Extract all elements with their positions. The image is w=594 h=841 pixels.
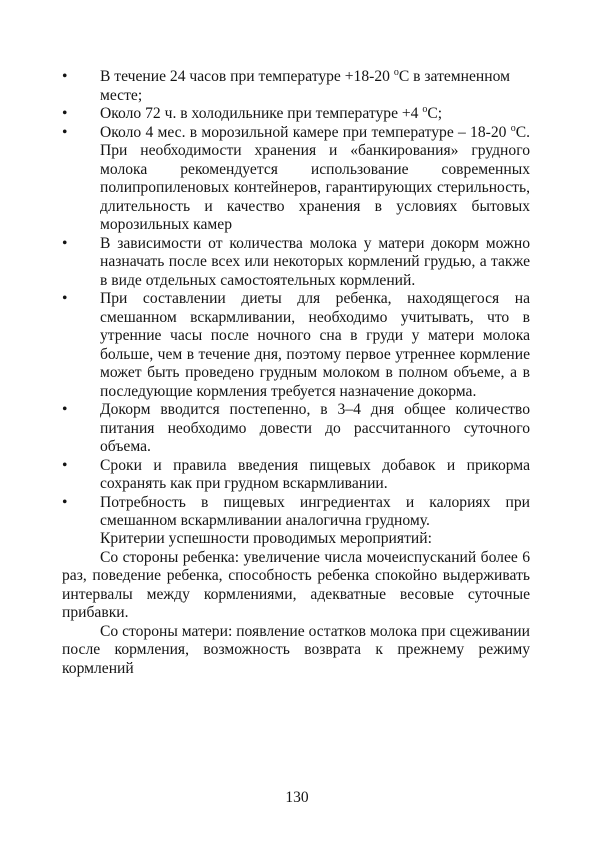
list-item-text: При составлении диеты для ребенка, находящегося на смешанном вскармливании, необходимо учитывать, что в утренние часы после ночного сна в груди у матери молока больше, чем в течение дня, поэтому первое утреннее кормление может быть проведено грудным молоком в полном объеме, а в последующие кормления требуется назначение докорма. [100, 290, 530, 400]
list-item [62, 105, 530, 124]
paragraph-child-side: Со стороны ребенка: увеличение числа мочеиспусканий более 6 раз, поведение ребенка, способность ребенка спокойно выдерживать интервалы между кормлениями, адекватные весовые суточные прибавки. [62, 548, 530, 621]
bullet-icon: • [62, 290, 68, 307]
body-paragraphs [62, 530, 530, 678]
paragraph-mother-side: Со стороны матери: появление остатков молока при сцеживании после кормления, возможность возврата к прежнему режиму кормлений [62, 622, 530, 677]
page-number: 130 [285, 789, 309, 806]
list-item-text: Около 4 мес. в морозильной камере при температуре – 18-20 $^o$C. При необходимости хранения и «банкирования» грудного молока рекомендуется использование современных полипропиленовых контейнеров, гарантирующих стерильность, длительность и качество хранения в условиях бытовых морозильных камер [100, 122, 530, 233]
bullet-icon: • [62, 68, 68, 85]
bullet-icon: • [62, 234, 68, 252]
bullet-icon: • [62, 401, 68, 418]
list-item [62, 235, 530, 291]
bullet-icon: • [62, 105, 68, 122]
list-item [62, 124, 530, 235]
list-item-text: В зависимости от количества молока у матери докорм можно назначать после всех или некоторых кормлений грудью, а также в виде отдельных самостоятельных кормлений. [100, 234, 530, 289]
list-item-text: Докорм вводится постепенно, в 3–4 дня общее количество питания необходимо довести до рассчитанного суточного объема. [100, 401, 530, 455]
list-item [62, 290, 530, 401]
bullet-icon: • [62, 123, 68, 141]
bullet-icon: • [62, 456, 68, 474]
criteria-heading: Критерии успешности проводимых мероприятий: [100, 530, 432, 547]
list-item-text: Сроки и правила введения пищевых добавок и прикорма сохранять как при грудном вскармливании. [100, 456, 530, 492]
bullet-list [62, 68, 530, 531]
list-item-text: Около 72 ч. в холодильнике при температуре +4 $^o$C; [100, 104, 443, 122]
list-item [62, 401, 530, 457]
list-item [62, 68, 530, 105]
list-item [62, 494, 530, 531]
list-item-text: Потребность в пищевых ингредиентах и калориях при смешанном вскармливании аналогична грудному. [100, 493, 530, 529]
list-item-text: В течение 24 часов при температуре +18-20 $^o$C в затемненном месте; [100, 67, 510, 104]
list-item [62, 457, 530, 494]
bullet-icon: • [62, 493, 68, 511]
